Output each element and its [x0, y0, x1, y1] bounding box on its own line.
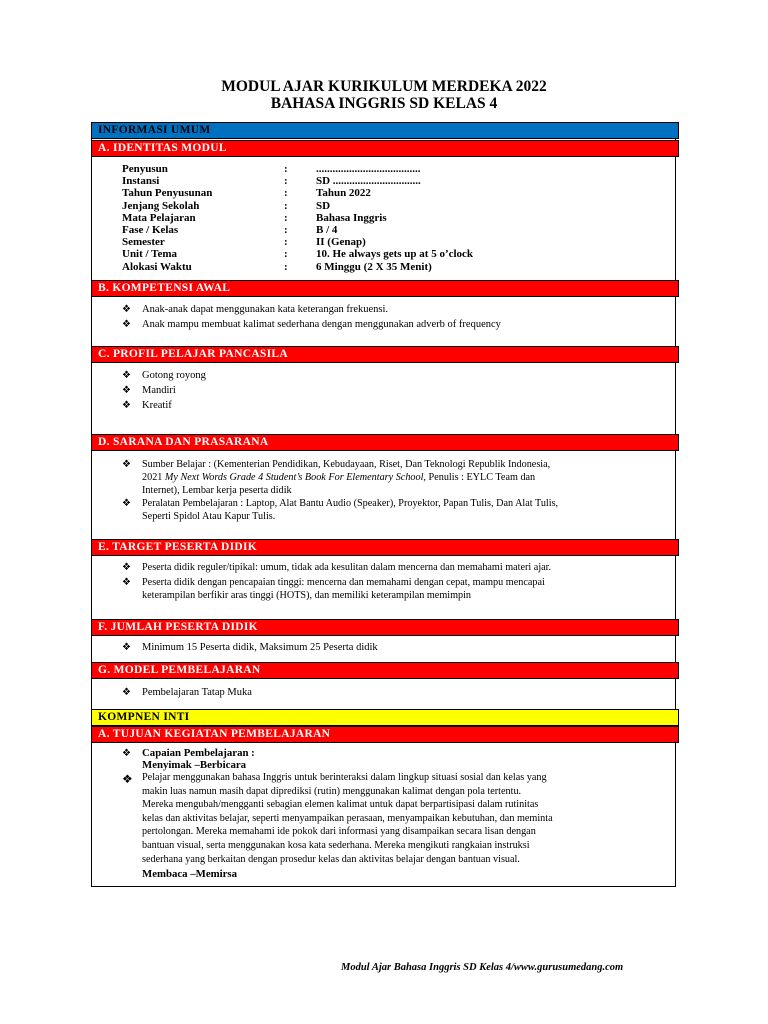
diamond-bullet-icon: ❖: [122, 562, 131, 573]
menyimak-heading: Menyimak –Berbicara: [142, 759, 247, 771]
page-footer: Modul Ajar Bahasa Inggris SD Kelas 4/www.gurusumedang.com: [341, 962, 624, 973]
identitas-value: Tahun 2022: [316, 187, 371, 200]
capaian-text-line: Mereka mengubah/mengganti sebagian elemen kalimat untuk dapat berpartisipasi dalam rutinitas: [142, 799, 539, 811]
colon: :: [284, 187, 288, 200]
header-kompetensi-awal: B. KOMPETENSI AWAL: [91, 280, 679, 297]
diamond-bullet-icon: ❖: [122, 385, 131, 396]
colon: :: [284, 260, 288, 273]
header-tujuan-kegiatan: A. TUJUAN KEGIATAN PEMBELAJARAN: [91, 726, 679, 743]
capaian-text-line: sederhana yang berkaitan dengan prosedur kelas dan aktivitas belajar dengan bantuan visual.: [142, 853, 520, 865]
identitas-label: Instansi: [122, 175, 160, 188]
header-sarana-prasarana: D. SARANA DAN PRASARANA: [91, 434, 679, 451]
sarana-book-title: My Next Words Grade 4 Student’s Book For Elementary School,: [164, 472, 426, 483]
list-item-text: Kreatif: [142, 400, 172, 411]
document-title: MODUL AJAR KURIKULUM MERDEKA 2022: [221, 78, 547, 95]
identitas-row: [122, 224, 622, 236]
identitas-row: [122, 163, 622, 175]
colon: :: [284, 199, 288, 212]
diamond-bullet-icon: ❖: [122, 459, 131, 470]
identitas-value: ......................................: [316, 163, 421, 175]
list-item-text: Gotong royong: [142, 370, 206, 381]
colon: :: [284, 175, 288, 188]
colon: :: [284, 223, 288, 236]
identitas-value: SD ................................: [316, 175, 421, 188]
colon: :: [284, 236, 288, 249]
sarana-sumber-line: Internet), Lembar kerja peserta didik: [142, 485, 292, 496]
identitas-label: Jenjang Sekolah: [122, 199, 200, 212]
identitas-value: Bahasa Inggris: [316, 211, 387, 224]
capaian-text-line: pertolongan. Mereka memahami ide pokok dari informasi yang disampaikan secara lisan dengan: [142, 826, 536, 838]
capaian-heading: Capaian Pembelajaran :: [142, 747, 255, 759]
sarana-author: Penulis : EYLC Team dan: [425, 472, 536, 483]
target-line: keterampilan berfikir aras tinggi (HOTS), dan memiliki keterampilan memimpin: [142, 590, 472, 601]
sarana-peralatan-line: Seperti Spidol Atau Kapur Tulis.: [142, 511, 276, 522]
identitas-row: [122, 261, 622, 273]
header-identitas-modul: A. IDENTITAS MODUL: [91, 140, 679, 157]
identitas-row: [122, 200, 622, 212]
diamond-bullet-icon: ❖: [122, 498, 131, 509]
identitas-label: Fase / Kelas: [122, 223, 179, 236]
diamond-bullet-icon: ❖: [122, 687, 131, 698]
diamond-bullet-icon: ❖: [122, 577, 131, 588]
sarana-sumber-line: [142, 471, 550, 484]
diamond-bullet-icon: ❖: [122, 319, 131, 330]
identitas-label: Unit / Tema: [122, 248, 178, 261]
diamond-bullet-icon: ❖: [122, 304, 131, 315]
identitas-label: Penyusun: [122, 163, 168, 175]
diamond-bullet-icon: ❖: [122, 748, 131, 759]
list-item-text: Anak mampu membuat kalimat sederhana dengan menggunakan adverb of frequency: [142, 319, 501, 330]
identitas-value: II (Genap): [316, 236, 366, 249]
capaian-text-line: Pelajar menggunakan bahasa Inggris untuk berinteraksi dalam lingkup situasi sosial dan kelas yang: [142, 772, 547, 783]
identitas-value: 6 Minggu (2 X 35 Menit): [316, 260, 432, 273]
identitas-label: Tahun Penyusunan: [122, 187, 213, 200]
header-target-peserta: E. TARGET PESERTA DIDIK: [91, 539, 679, 556]
identitas-label: Mata Pelajaran: [122, 211, 196, 224]
capaian-text-line: makin luas namun masih dapat diprediksi (rutin) menggunakan kalimat dengan pola tertentu.: [142, 785, 522, 797]
header-kompnen-inti: KOMPNEN INTI: [91, 709, 679, 726]
diamond-bullet-icon: ❖: [122, 642, 131, 653]
membaca-heading: Membaca –Memirsa: [142, 868, 238, 880]
identitas-row: [122, 175, 622, 187]
list-item-text: Peserta didik reguler/tipikal: umum, tidak ada kesulitan dalam mencerna dan memahami materi ajar.: [142, 562, 552, 573]
identitas-row: [122, 236, 622, 248]
capaian-text-line: kelas dan aktivitas belajar, seperti menyampaikan perasaan, menyampaikan kebutuhan, dan meminta: [142, 812, 553, 824]
identitas-label: Alokasi Waktu: [122, 260, 192, 273]
identitas-table: [122, 163, 622, 273]
identitas-label: Semester: [122, 236, 165, 249]
header-model-pembelajaran: G. MODEL PEMBELAJARAN: [91, 662, 679, 679]
sarana-sumber-line: Sumber Belajar : (Kementerian Pendidikan, Kebudayaan, Riset, Dan Teknologi Republik Indonesia,: [142, 459, 551, 470]
header-jumlah-peserta: F. JUMLAH PESERTA DIDIK: [91, 619, 679, 636]
list-item-text: Anak-anak dapat menggunakan kata keterangan frekuensi.: [142, 304, 389, 315]
list-item-text: Mandiri: [142, 385, 176, 396]
list-item-text: Pembelajaran Tatap Muka: [142, 687, 252, 698]
sarana-year: 2021: [142, 472, 165, 483]
header-profil-pelajar: C. PROFIL PELAJAR PANCASILA: [91, 346, 679, 363]
list-item-text: Minimum 15 Peserta didik, Maksimum 25 Peserta didik: [142, 642, 378, 653]
identitas-row: [122, 187, 622, 199]
identitas-row: [122, 248, 622, 260]
sarana-peralatan-line: Peralatan Pembelajaran : Laptop, Alat Bantu Audio (Speaker), Proyektor, Papan Tulis, Dan Alat Tulis,: [142, 498, 559, 509]
document-subtitle: BAHASA INGGRIS SD KELAS 4: [270, 95, 498, 112]
diamond-bullet-icon: ❖: [122, 370, 131, 381]
colon: :: [284, 248, 288, 261]
capaian-text-line: bantuan visual, serta menggunakan kosa kata sederhana. Mereka mengikuti rangkaian instruksi: [142, 839, 530, 851]
identitas-row: [122, 212, 622, 224]
target-line: Peserta didik dengan pencapaian tinggi: mencerna dan memahami dengan cepat, mampu mencapai: [142, 577, 545, 588]
diamond-bullet-icon: ❖: [122, 400, 131, 411]
identitas-value: 10. He always gets up at 5 o’clock: [316, 248, 474, 261]
header-informasi-umum: INFORMASI UMUM: [91, 122, 679, 139]
colon: :: [284, 163, 288, 175]
identitas-value: B / 4: [316, 223, 338, 236]
diamond-bullet-icon: ❖: [122, 772, 133, 786]
identitas-value: SD: [316, 199, 331, 212]
colon: :: [284, 211, 288, 224]
